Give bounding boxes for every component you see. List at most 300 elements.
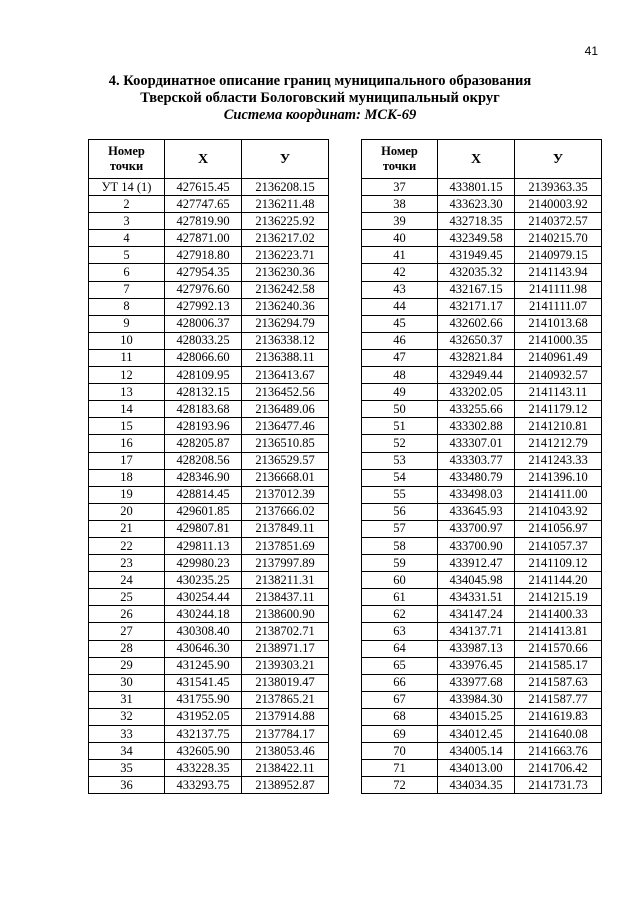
cell-point-number: 51	[362, 418, 438, 435]
cell-point-number: 7	[89, 281, 165, 298]
table-row	[89, 213, 329, 230]
cell-point-number: 26	[89, 606, 165, 623]
cell-x: 433302.88	[438, 418, 515, 435]
cell-point-number: 47	[362, 349, 438, 366]
coordinate-system-line: Система координат: МСК-69	[223, 107, 417, 123]
cell-point-number: 21	[89, 520, 165, 537]
cell-point-number: 18	[89, 469, 165, 486]
cell-y: 2141109.12	[515, 555, 602, 572]
table-row	[89, 674, 329, 691]
cell-x: 431541.45	[165, 674, 242, 691]
table-row	[362, 743, 602, 760]
cell-x: 433976.45	[438, 657, 515, 674]
cell-point-number: 43	[362, 281, 438, 298]
cell-y: 2141587.63	[515, 674, 602, 691]
cell-x: 428183.68	[165, 401, 242, 418]
cell-y: 2137914.88	[242, 708, 329, 725]
cell-point-number: 34	[89, 743, 165, 760]
cell-point-number: 39	[362, 213, 438, 230]
cell-x: 428208.56	[165, 452, 242, 469]
table-row	[362, 726, 602, 743]
table-row	[89, 657, 329, 674]
cell-point-number: 54	[362, 469, 438, 486]
cell-y: 2138600.90	[242, 606, 329, 623]
cell-x: 433293.75	[165, 777, 242, 794]
table-row	[89, 196, 329, 213]
cell-y: 2141400.33	[515, 606, 602, 623]
table-row	[362, 247, 602, 264]
cell-y: 2136477.46	[242, 418, 329, 435]
coordinates-table-right	[361, 139, 602, 794]
header-y: У	[242, 140, 329, 179]
cell-x: 433255.66	[438, 401, 515, 418]
cell-y: 2136338.12	[242, 332, 329, 349]
table-row	[89, 760, 329, 777]
cell-y: 2141619.83	[515, 708, 602, 725]
cell-x: 428132.15	[165, 384, 242, 401]
table-row	[362, 315, 602, 332]
title-line-1: 4. Координатное описание границ муниципального образования	[108, 73, 532, 89]
table-row	[89, 691, 329, 708]
table-header-row	[89, 140, 329, 179]
cell-point-number: 33	[89, 726, 165, 743]
table-row	[89, 401, 329, 418]
cell-point-number: 17	[89, 452, 165, 469]
cell-point-number: 13	[89, 384, 165, 401]
cell-y: 2141587.77	[515, 691, 602, 708]
cell-x: 434034.35	[438, 777, 515, 794]
table-row	[89, 435, 329, 452]
cell-y: 2137997.89	[242, 555, 329, 572]
cell-x: 433700.97	[438, 520, 515, 537]
cell-x: 430235.25	[165, 572, 242, 589]
cell-x: 433801.15	[438, 179, 515, 196]
cell-y: 2138702.71	[242, 623, 329, 640]
cell-y: 2141111.98	[515, 281, 602, 298]
cell-point-number: 50	[362, 401, 438, 418]
table-row	[89, 349, 329, 366]
table-row	[89, 264, 329, 281]
table-row	[89, 589, 329, 606]
cell-point-number: 45	[362, 315, 438, 332]
table-row	[89, 572, 329, 589]
table-row	[89, 452, 329, 469]
table-row	[89, 298, 329, 315]
cell-x: 433977.68	[438, 674, 515, 691]
cell-point-number: 49	[362, 384, 438, 401]
table-row	[362, 777, 602, 794]
table-row	[89, 179, 329, 196]
cell-y: 2141111.07	[515, 298, 602, 315]
cell-y: 2136242.58	[242, 281, 329, 298]
cell-x: 433984.30	[438, 691, 515, 708]
cell-y: 2141585.17	[515, 657, 602, 674]
cell-x: 431755.90	[165, 691, 242, 708]
cell-y: 2140215.70	[515, 230, 602, 247]
cell-y: 2141212.79	[515, 435, 602, 452]
cell-x: 433307.01	[438, 435, 515, 452]
cell-x: 430244.18	[165, 606, 242, 623]
cell-y: 2141570.66	[515, 640, 602, 657]
cell-x: 434137.71	[438, 623, 515, 640]
header-x: X	[165, 140, 242, 179]
cell-point-number: 8	[89, 298, 165, 315]
cell-y: 2137784.17	[242, 726, 329, 743]
cell-point-number: 6	[89, 264, 165, 281]
cell-x: 433202.05	[438, 384, 515, 401]
cell-y: 2136225.92	[242, 213, 329, 230]
cell-y: 2136223.71	[242, 247, 329, 264]
cell-point-number: 46	[362, 332, 438, 349]
cell-point-number: 68	[362, 708, 438, 725]
table-row	[89, 367, 329, 384]
cell-y: 2136294.79	[242, 315, 329, 332]
cell-point-number: 42	[362, 264, 438, 281]
table-row	[89, 281, 329, 298]
cell-point-number: 64	[362, 640, 438, 657]
cell-x: 427992.13	[165, 298, 242, 315]
table-row	[89, 623, 329, 640]
cell-point-number: 60	[362, 572, 438, 589]
cell-x: 427976.60	[165, 281, 242, 298]
cell-x: 432602.66	[438, 315, 515, 332]
cell-x: 434013.00	[438, 760, 515, 777]
cell-x: 433480.79	[438, 469, 515, 486]
cell-point-number: 59	[362, 555, 438, 572]
cell-point-number: 16	[89, 435, 165, 452]
cell-y: 2140372.57	[515, 213, 602, 230]
table-row	[362, 589, 602, 606]
cell-x: 428109.95	[165, 367, 242, 384]
table-row	[362, 572, 602, 589]
cell-point-number: 23	[89, 555, 165, 572]
cell-x: 428814.45	[165, 486, 242, 503]
table-row	[89, 640, 329, 657]
cell-point-number: 20	[89, 503, 165, 520]
cell-point-number: 55	[362, 486, 438, 503]
cell-x: 432949.44	[438, 367, 515, 384]
table-row	[362, 537, 602, 554]
cell-y: 2141396.10	[515, 469, 602, 486]
cell-x: 428066.60	[165, 349, 242, 366]
cell-point-number: 24	[89, 572, 165, 589]
cell-y: 2138422.11	[242, 760, 329, 777]
table-row	[362, 349, 602, 366]
cell-x: 434147.24	[438, 606, 515, 623]
cell-x: 430308.40	[165, 623, 242, 640]
cell-x: 429811.13	[165, 537, 242, 554]
cell-x: 431949.45	[438, 247, 515, 264]
table-row	[89, 743, 329, 760]
cell-y: 2141013.68	[515, 315, 602, 332]
cell-point-number: 62	[362, 606, 438, 623]
cell-point-number: 52	[362, 435, 438, 452]
cell-y: 2136240.36	[242, 298, 329, 315]
table-row	[362, 606, 602, 623]
coordinates-table-left	[88, 139, 329, 794]
cell-x: 433645.93	[438, 503, 515, 520]
cell-point-number: 28	[89, 640, 165, 657]
table-row	[362, 520, 602, 537]
cell-y: 2136452.56	[242, 384, 329, 401]
table-row	[89, 315, 329, 332]
cell-point-number: 2	[89, 196, 165, 213]
cell-y: 2141215.19	[515, 589, 602, 606]
cell-y: 2141640.08	[515, 726, 602, 743]
header-x: X	[438, 140, 515, 179]
cell-y: 2139303.21	[242, 657, 329, 674]
cell-x: 432137.75	[165, 726, 242, 743]
cell-x: 434045.98	[438, 572, 515, 589]
cell-y: 2136489.06	[242, 401, 329, 418]
table-row	[89, 555, 329, 572]
cell-x: 433987.13	[438, 640, 515, 657]
cell-y: 2141663.76	[515, 743, 602, 760]
table-row	[362, 281, 602, 298]
cell-x: 431952.05	[165, 708, 242, 725]
table-row	[362, 486, 602, 503]
cell-point-number: 72	[362, 777, 438, 794]
cell-y: 2136413.67	[242, 367, 329, 384]
cell-point-number: 3	[89, 213, 165, 230]
cell-x: 427871.00	[165, 230, 242, 247]
cell-y: 2141143.11	[515, 384, 602, 401]
cell-point-number: 25	[89, 589, 165, 606]
cell-x: 432171.17	[438, 298, 515, 315]
table-row	[362, 469, 602, 486]
table-row	[362, 640, 602, 657]
cell-x: 432718.35	[438, 213, 515, 230]
cell-y: 2136217.02	[242, 230, 329, 247]
table-row	[362, 503, 602, 520]
cell-point-number: 65	[362, 657, 438, 674]
cell-y: 2136211.48	[242, 196, 329, 213]
table-row	[89, 247, 329, 264]
cell-point-number: 32	[89, 708, 165, 725]
cell-y: 2136388.11	[242, 349, 329, 366]
cell-point-number: 63	[362, 623, 438, 640]
cell-point-number: 48	[362, 367, 438, 384]
table-row	[89, 418, 329, 435]
cell-x: 432167.15	[438, 281, 515, 298]
cell-x: 434331.51	[438, 589, 515, 606]
cell-y: 2141057.37	[515, 537, 602, 554]
cell-point-number: 66	[362, 674, 438, 691]
cell-point-number: 61	[362, 589, 438, 606]
cell-point-number: 36	[89, 777, 165, 794]
table-row	[89, 708, 329, 725]
table-row	[362, 691, 602, 708]
cell-y: 2138952.87	[242, 777, 329, 794]
cell-point-number: 67	[362, 691, 438, 708]
cell-x: 427615.45	[165, 179, 242, 196]
cell-point-number: 4	[89, 230, 165, 247]
cell-point-number: 29	[89, 657, 165, 674]
cell-x: 432035.32	[438, 264, 515, 281]
table-row	[362, 452, 602, 469]
cell-point-number: 22	[89, 537, 165, 554]
table-row	[89, 537, 329, 554]
cell-x: 428193.96	[165, 418, 242, 435]
cell-point-number: 69	[362, 726, 438, 743]
cell-point-number: 40	[362, 230, 438, 247]
table-row	[89, 486, 329, 503]
cell-point-number: 44	[362, 298, 438, 315]
document-title	[0, 73, 640, 124]
cell-y: 2141706.42	[515, 760, 602, 777]
cell-point-number: 37	[362, 179, 438, 196]
cell-y: 2141179.12	[515, 401, 602, 418]
cell-y: 2138053.46	[242, 743, 329, 760]
cell-y: 2139363.35	[515, 179, 602, 196]
table-row	[89, 384, 329, 401]
cell-y: 2137012.39	[242, 486, 329, 503]
cell-point-number: 56	[362, 503, 438, 520]
header-point-number: Номер точки	[362, 140, 438, 179]
cell-x: 433303.77	[438, 452, 515, 469]
cell-y: 2137849.11	[242, 520, 329, 537]
page-number: 41	[584, 44, 598, 58]
table-row	[89, 777, 329, 794]
cell-y: 2137666.02	[242, 503, 329, 520]
cell-point-number: 57	[362, 520, 438, 537]
cell-point-number: 31	[89, 691, 165, 708]
cell-y: 2138211.31	[242, 572, 329, 589]
header-y: У	[515, 140, 602, 179]
cell-x: 427747.65	[165, 196, 242, 213]
cell-x: 433700.90	[438, 537, 515, 554]
cell-point-number: 41	[362, 247, 438, 264]
cell-point-number: 12	[89, 367, 165, 384]
cell-x: 428033.25	[165, 332, 242, 349]
cell-point-number: 15	[89, 418, 165, 435]
cell-y: 2140961.49	[515, 349, 602, 366]
cell-y: 2140979.15	[515, 247, 602, 264]
cell-y: 2138019.47	[242, 674, 329, 691]
table-row	[362, 555, 602, 572]
cell-point-number: 27	[89, 623, 165, 640]
table-row	[89, 469, 329, 486]
cell-point-number: 11	[89, 349, 165, 366]
cell-point-number: 53	[362, 452, 438, 469]
cell-x: 428346.90	[165, 469, 242, 486]
cell-y: 2141210.81	[515, 418, 602, 435]
cell-point-number: 9	[89, 315, 165, 332]
table-row	[362, 213, 602, 230]
cell-x: 434005.14	[438, 743, 515, 760]
cell-x: 428006.37	[165, 315, 242, 332]
cell-x: 432650.37	[438, 332, 515, 349]
table-row	[362, 674, 602, 691]
cell-point-number: 71	[362, 760, 438, 777]
cell-y: 2137851.69	[242, 537, 329, 554]
cell-x: 430646.30	[165, 640, 242, 657]
cell-x: 428205.87	[165, 435, 242, 452]
header-point-number: Номер точки	[89, 140, 165, 179]
table-row	[362, 196, 602, 213]
cell-x: 434015.25	[438, 708, 515, 725]
cell-point-number: 38	[362, 196, 438, 213]
table-row	[89, 230, 329, 247]
cell-point-number: 35	[89, 760, 165, 777]
cell-y: 2136529.57	[242, 452, 329, 469]
cell-x: 431245.90	[165, 657, 242, 674]
cell-y: 2141043.92	[515, 503, 602, 520]
cell-point-number: 70	[362, 743, 438, 760]
cell-y: 2140932.57	[515, 367, 602, 384]
cell-x: 429807.81	[165, 520, 242, 537]
cell-x: 433623.30	[438, 196, 515, 213]
table-row	[362, 264, 602, 281]
cell-point-number: 19	[89, 486, 165, 503]
cell-y: 2136510.85	[242, 435, 329, 452]
cell-x: 432349.58	[438, 230, 515, 247]
cell-point-number: 30	[89, 674, 165, 691]
cell-y: 2136668.01	[242, 469, 329, 486]
table-row	[362, 623, 602, 640]
table-row	[89, 606, 329, 623]
cell-x: 434012.45	[438, 726, 515, 743]
cell-x: 433912.47	[438, 555, 515, 572]
cell-y: 2141000.35	[515, 332, 602, 349]
cell-x: 427954.35	[165, 264, 242, 281]
table-row	[362, 367, 602, 384]
table-row	[362, 384, 602, 401]
table-row	[362, 435, 602, 452]
table-row	[362, 230, 602, 247]
cell-point-number: 10	[89, 332, 165, 349]
cell-y: 2141731.73	[515, 777, 602, 794]
cell-y: 2136208.15	[242, 179, 329, 196]
table-row	[362, 179, 602, 196]
title-line-2: Тверской области Бологовский муниципальный округ	[140, 90, 500, 106]
table-header-row	[362, 140, 602, 179]
cell-point-number: 58	[362, 537, 438, 554]
cell-x: 432821.84	[438, 349, 515, 366]
table-row	[362, 708, 602, 725]
table-row	[89, 503, 329, 520]
cell-y: 2141143.94	[515, 264, 602, 281]
cell-y: 2138971.17	[242, 640, 329, 657]
table-row	[362, 760, 602, 777]
cell-x: 427819.90	[165, 213, 242, 230]
cell-x: 429601.85	[165, 503, 242, 520]
cell-y: 2140003.92	[515, 196, 602, 213]
cell-point-number: 5	[89, 247, 165, 264]
cell-x: 427918.80	[165, 247, 242, 264]
table-row	[362, 298, 602, 315]
table-row	[362, 332, 602, 349]
table-row	[362, 401, 602, 418]
table-row	[362, 657, 602, 674]
cell-point-number: УТ 14 (1)	[89, 179, 165, 196]
cell-y: 2141056.97	[515, 520, 602, 537]
cell-y: 2137865.21	[242, 691, 329, 708]
cell-y: 2141413.81	[515, 623, 602, 640]
table-row	[89, 726, 329, 743]
cell-x: 430254.44	[165, 589, 242, 606]
table-row	[89, 520, 329, 537]
cell-y: 2138437.11	[242, 589, 329, 606]
cell-x: 429980.23	[165, 555, 242, 572]
cell-x: 433498.03	[438, 486, 515, 503]
cell-y: 2141411.00	[515, 486, 602, 503]
cell-y: 2141144.20	[515, 572, 602, 589]
table-row	[89, 332, 329, 349]
cell-y: 2136230.36	[242, 264, 329, 281]
cell-x: 433228.35	[165, 760, 242, 777]
table-row	[362, 418, 602, 435]
